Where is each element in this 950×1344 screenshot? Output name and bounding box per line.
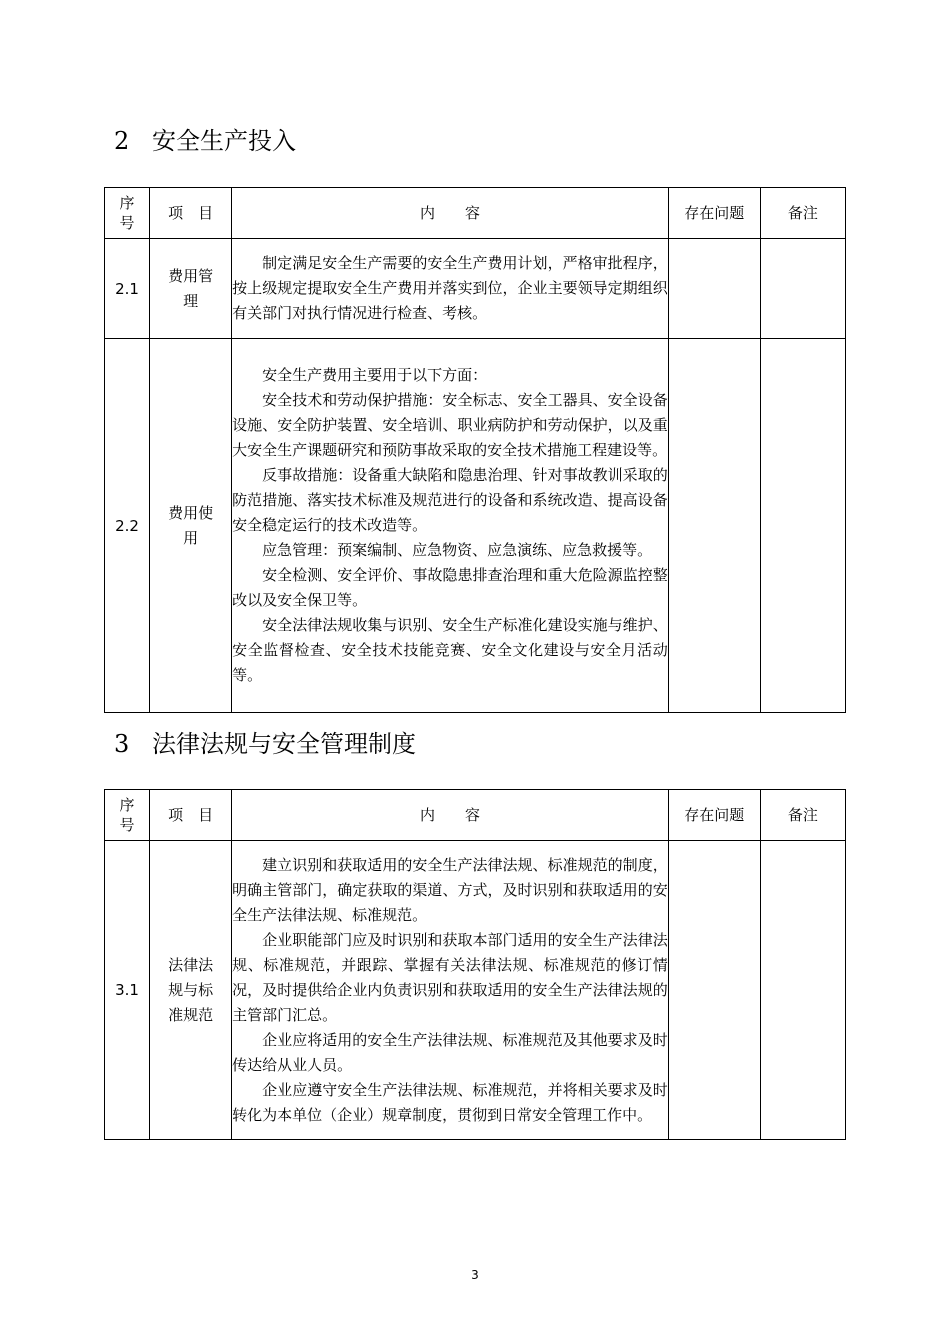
header-item: 项 目 xyxy=(150,188,232,239)
table-row xyxy=(105,841,846,1140)
header-note: 备注 xyxy=(760,188,845,239)
table-header-row xyxy=(105,188,846,239)
table-section-2 xyxy=(104,187,846,713)
table-row xyxy=(105,339,846,713)
row-content xyxy=(232,239,669,339)
row-seq: 2.1 xyxy=(105,239,150,339)
section-title: 安全生产投入 xyxy=(152,127,296,155)
row-note[interactable] xyxy=(760,339,845,713)
content-paragraph: 安全技术和劳动保护措施：安全标志、安全工器具、安全设备设施、安全防护装置、安全培训、职业病防护和劳动保护，以及重大安全生产课题研究和预防事故采取的安全技术措施工程建设等。 xyxy=(232,391,668,459)
header-content: 内 容 xyxy=(232,188,669,239)
header-issue: 存在问题 xyxy=(668,188,760,239)
table-section-3 xyxy=(104,789,846,1140)
section-heading-2 xyxy=(114,126,296,156)
row-note[interactable] xyxy=(760,841,845,1140)
header-content: 内 容 xyxy=(232,790,669,841)
content-paragraph: 制定满足安全生产需要的安全生产费用计划，严格审批程序，按上级规定提取安全生产费用并落实到位，企业主要领导定期组织有关部门对执行情况进行检查、考核。 xyxy=(232,254,668,322)
content-paragraph: 企业职能部门应及时识别和获取本部门适用的安全生产法律法规、标准规范，并跟踪、掌握有关法律法规、标准规范的修订情况，及时提供给企业内负责识别和获取适用的安全生产法律法规的主管部门汇总。 xyxy=(232,930,668,1024)
row-item: 费用使用 xyxy=(150,339,232,713)
section-number: 3 xyxy=(114,730,130,758)
row-item: 费用管理 xyxy=(150,239,232,339)
row-note[interactable] xyxy=(760,239,845,339)
row-seq: 3.1 xyxy=(105,841,150,1140)
content-paragraph: 应急管理：预案编制、应急物资、应急演练、应急救援等。 xyxy=(262,541,653,559)
table-header-row xyxy=(105,790,846,841)
header-item: 项 目 xyxy=(150,790,232,841)
section-title: 法律法规与安全管理制度 xyxy=(152,730,416,758)
content-paragraph: 企业应将适用的安全生产法律法规、标准规范及其他要求及时传达给从业人员。 xyxy=(232,1030,668,1074)
content-paragraph: 企业应遵守安全生产法律法规、标准规范，并将相关要求及时转化为本单位（企业）规章制度，贯彻到日常安全管理工作中。 xyxy=(232,1080,668,1124)
row-item: 法律法规与标准规范 xyxy=(150,841,232,1140)
row-seq: 2.2 xyxy=(105,339,150,713)
content-paragraph: 安全法律法规收集与识别、安全生产标准化建设实施与维护、安全监督检查、安全技术技能竞赛、安全文化建设与安全月活动等。 xyxy=(232,616,668,684)
page-number: 3 xyxy=(471,1268,479,1282)
section-heading-3 xyxy=(114,729,416,759)
header-seq: 序号 xyxy=(105,188,150,239)
table-row xyxy=(105,239,846,339)
header-seq: 序号 xyxy=(105,790,150,841)
content-paragraph: 反事故措施：设备重大缺陷和隐患治理、针对事故教训采取的防范措施、落实技术标准及规范进行的设备和系统改造、提高设备安全稳定运行的技术改造等。 xyxy=(232,466,668,534)
row-issue[interactable] xyxy=(668,841,760,1140)
row-issue[interactable] xyxy=(668,239,760,339)
content-paragraph: 安全生产费用主要用于以下方面： xyxy=(262,366,488,384)
row-content xyxy=(232,339,669,713)
content-paragraph: 安全检测、安全评价、事故隐患排查治理和重大危险源监控整改以及安全保卫等。 xyxy=(232,566,668,609)
row-content xyxy=(232,841,669,1140)
row-issue[interactable] xyxy=(668,339,760,713)
content-paragraph: 建立识别和获取适用的安全生产法律法规、标准规范的制度，明确主管部门，确定获取的渠道、方式，及时识别和获取适用的安全生产法律法规、标准规范。 xyxy=(232,855,668,924)
header-issue: 存在问题 xyxy=(668,790,760,841)
section-number: 2 xyxy=(114,127,130,155)
header-note: 备注 xyxy=(760,790,845,841)
